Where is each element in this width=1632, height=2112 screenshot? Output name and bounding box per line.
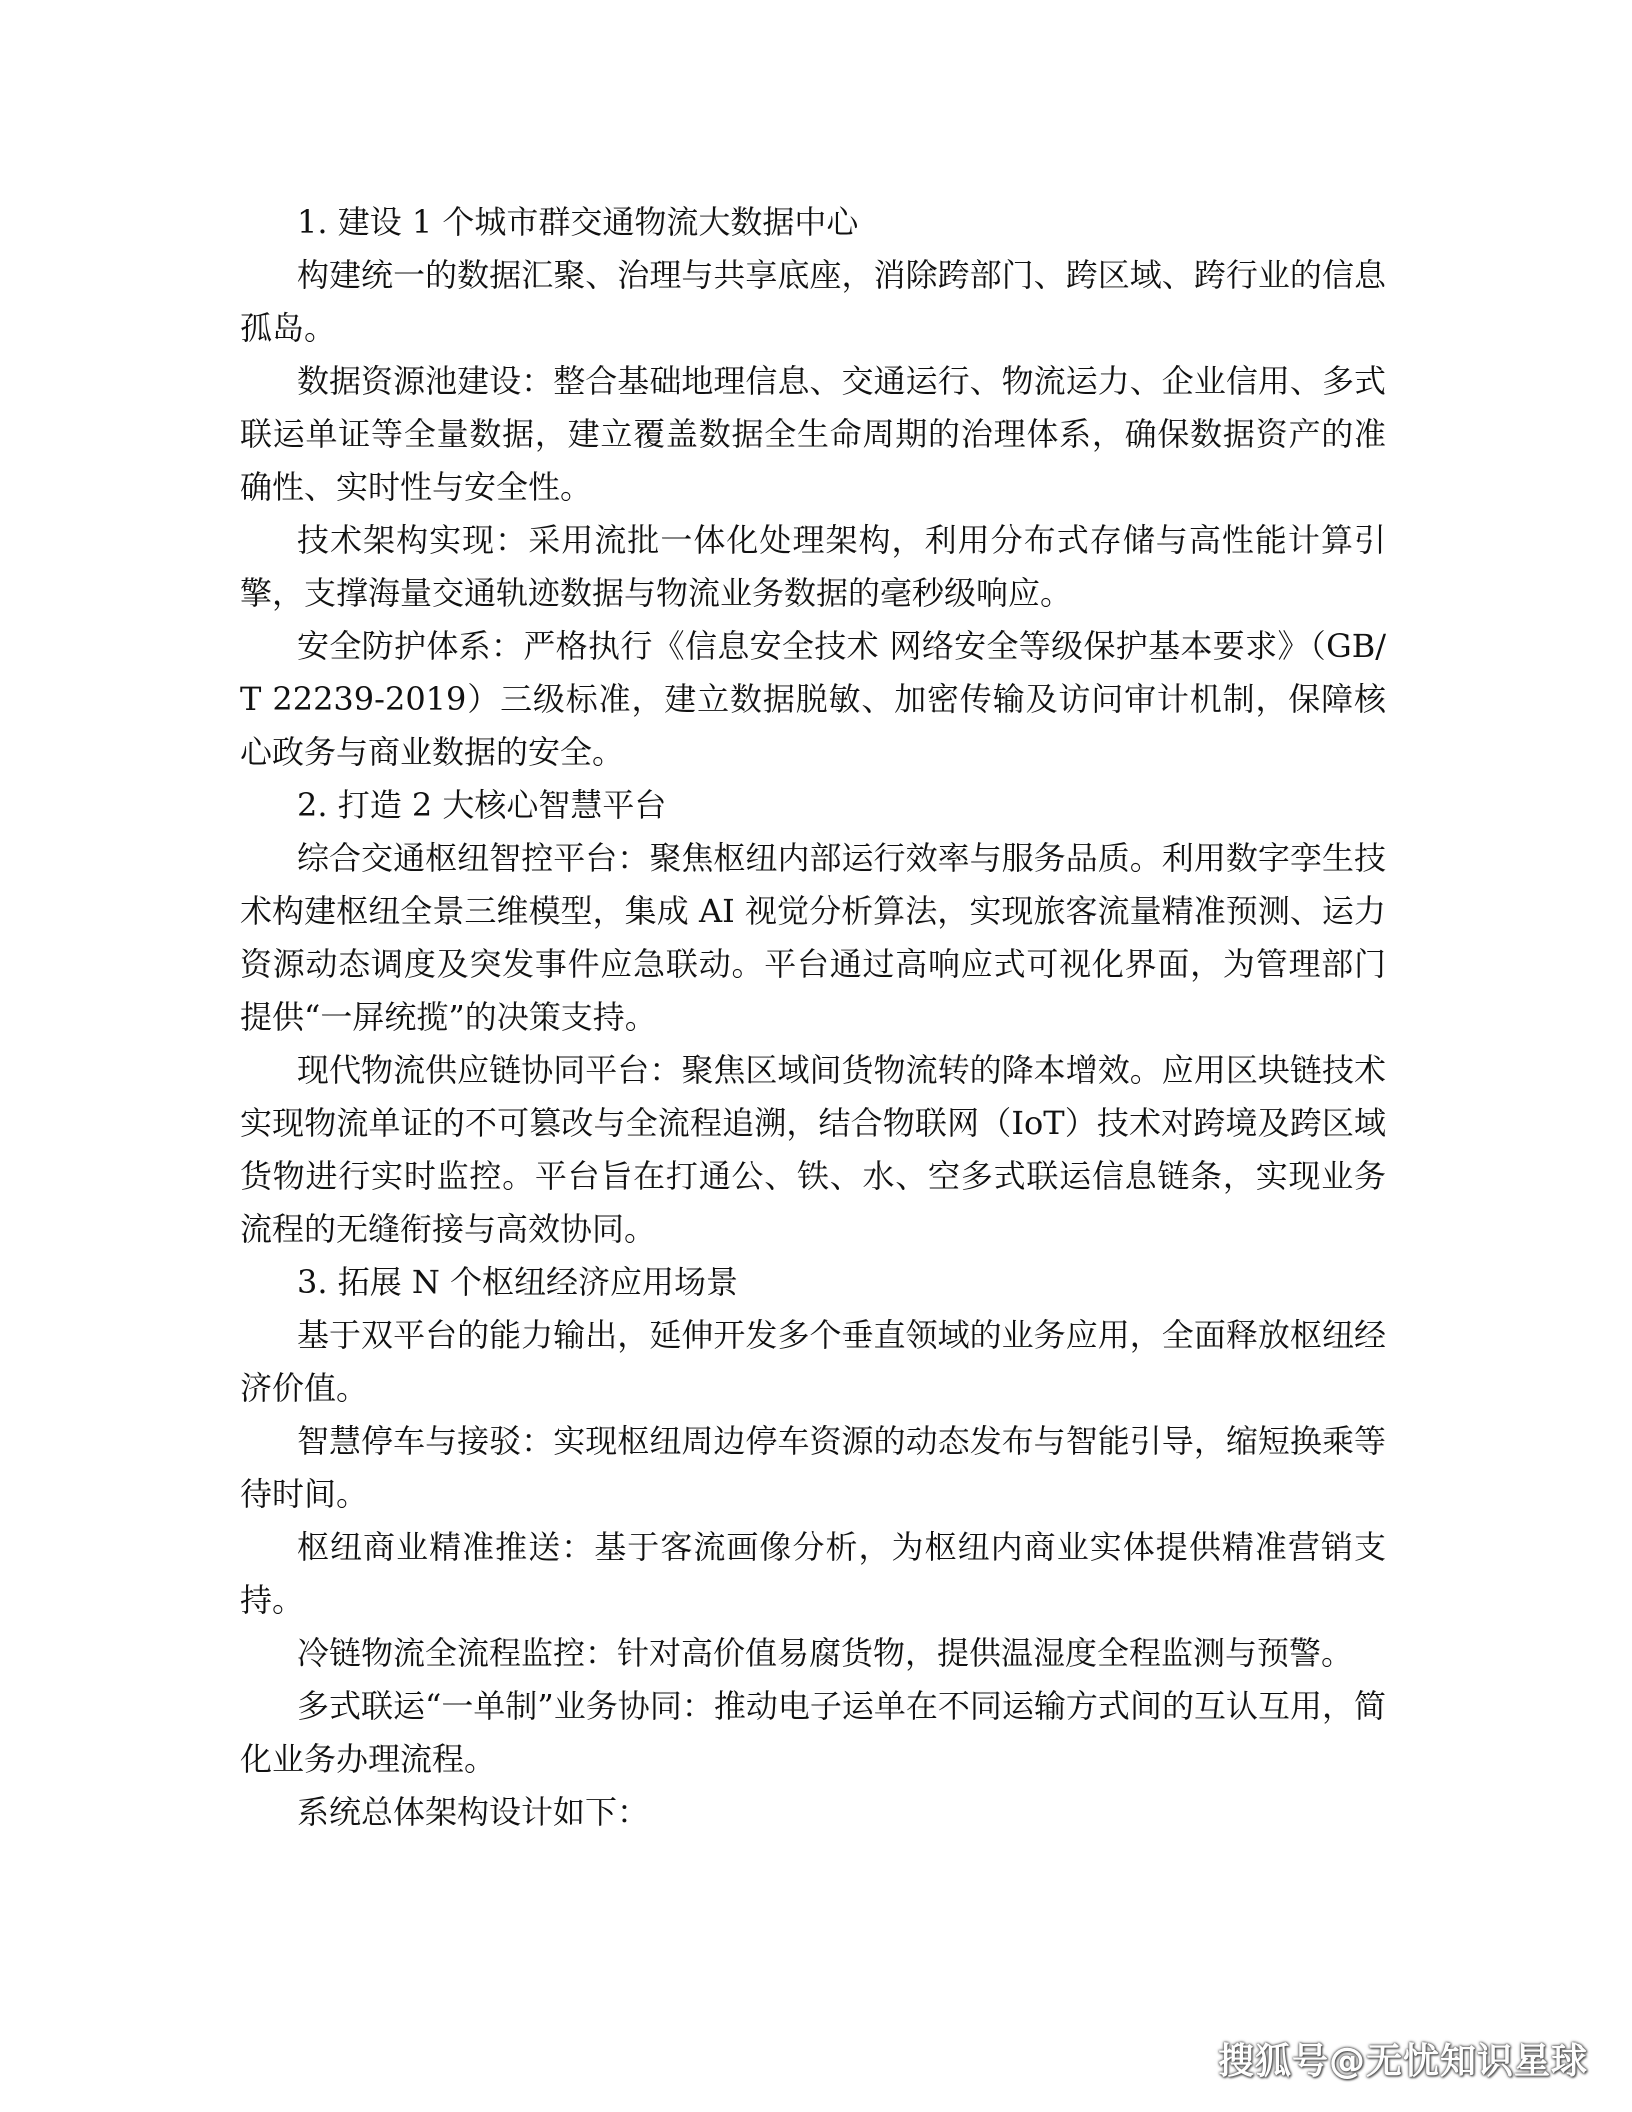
paragraph: 综合交通枢纽智控平台：聚焦枢纽内部运行效率与服务品质。利用数字孪生技术构建枢纽全景三维模型，集成 AI 视觉分析算法，实现旅客流量精准预测、运力资源动态调度及突发事件应急联动。平台通过高响应式可视化界面，为管理部门提供“一屏统揽”的决策支持。 — [240, 839, 1386, 1036]
paragraph: 多式联运“一单制”业务协同：推动电子运单在不同运输方式间的互认互用，简化业务办理流程。 — [240, 1687, 1386, 1778]
paragraph: 智慧停车与接驳：实现枢纽周边停车资源的动态发布与智能引导，缩短换乘等待时间。 — [240, 1422, 1386, 1513]
section-heading-3: 3. 拓展 N 个枢纽经济应用场景 — [297, 1263, 739, 1301]
paragraph: 系统总体架构设计如下： — [297, 1793, 650, 1831]
document-body — [240, 196, 1386, 1839]
paragraph: 现代物流供应链协同平台：聚焦区域间货物流转的降本增效。应用区块链技术实现物流单证的不可篡改与全流程追溯，结合物联网（IoT）技术对跨境及跨区域货物进行实时监控。平台旨在打通公、铁、水、空多式联运信息链条，实现业务流程的无缝衔接与高效协同。 — [240, 1051, 1386, 1248]
paragraph: 构建统一的数据汇聚、治理与共享底座，消除跨部门、跨区域、跨行业的信息孤岛。 — [240, 256, 1386, 347]
section-heading-2: 2. 打造 2 大核心智慧平台 — [297, 786, 667, 824]
paragraph: 技术架构实现：采用流批一体化处理架构，利用分布式存储与高性能计算引擎，支撑海量交通轨迹数据与物流业务数据的毫秒级响应。 — [240, 521, 1386, 612]
paragraph: 枢纽商业精准推送：基于客流画像分析，为枢纽内商业实体提供精准营销支持。 — [240, 1528, 1386, 1619]
section-heading-1: 1. 建设 1 个城市群交通物流大数据中心 — [297, 203, 859, 241]
paragraph: 冷链物流全流程监控：针对高价值易腐货物，提供温湿度全程监测与预警。 — [297, 1634, 1354, 1672]
paragraph: 安全防护体系：严格执行《信息安全技术 网络安全等级保护基本要求》（GB/T 22239-2019）三级标准，建立数据脱敏、加密传输及访问审计机制，保障核心政务与商业数据的安全。 — [240, 627, 1386, 771]
paragraph: 数据资源池建设：整合基础地理信息、交通运行、物流运力、企业信用、多式联运单证等全量数据，建立覆盖数据全生命周期的治理体系，确保数据资产的准确性、实时性与安全性。 — [240, 362, 1386, 506]
paragraph: 基于双平台的能力输出，延伸开发多个垂直领域的业务应用，全面释放枢纽经济价值。 — [240, 1316, 1386, 1407]
watermark: 搜狐号@无忧知识星球 — [1217, 2041, 1588, 2082]
